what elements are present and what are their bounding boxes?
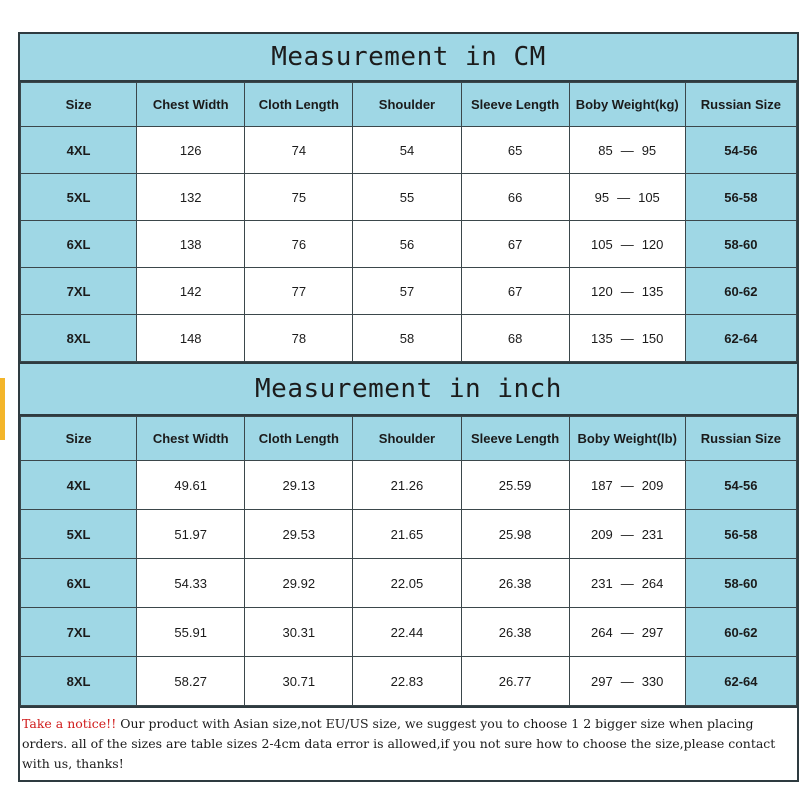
header-chest-width: Chest Width <box>137 417 245 461</box>
cloth-length-cell: 75 <box>245 174 353 221</box>
size-cell: 4XL <box>21 127 137 174</box>
notice-label: Take a notice!! <box>22 716 117 731</box>
weight-max: 150 <box>641 330 664 346</box>
weight-max: 264 <box>641 575 664 591</box>
size-cell: 6XL <box>21 221 137 268</box>
range-dash: — <box>620 330 634 346</box>
weight-min: 85 <box>598 142 613 158</box>
table-row <box>21 461 797 510</box>
inch-header-row <box>21 417 797 461</box>
cloth-length-cell: 77 <box>245 268 353 315</box>
size-notice <box>20 706 797 780</box>
shoulder-cell: 22.05 <box>353 559 461 608</box>
cm-size-table <box>20 82 797 362</box>
header-russian-size: Russian Size <box>685 417 796 461</box>
sleeve-length-cell: 67 <box>461 221 569 268</box>
range-dash: — <box>617 189 631 205</box>
cloth-length-cell: 29.13 <box>245 461 353 510</box>
chest-width-cell: 142 <box>137 268 245 315</box>
size-cell: 7XL <box>21 268 137 315</box>
sleeve-length-cell: 65 <box>461 127 569 174</box>
russian-size-cell: 58-60 <box>685 559 796 608</box>
russian-size-cell: 60-62 <box>685 608 796 657</box>
weight-min: 95 <box>594 189 610 205</box>
weight-min: 264 <box>591 624 613 640</box>
body-weight-cell <box>569 268 685 315</box>
body-weight-cell <box>569 510 685 559</box>
weight-max: 231 <box>641 526 664 542</box>
cm-title-text: Measurement in CM <box>271 42 546 72</box>
weight-min: 120 <box>591 283 613 299</box>
range-dash: — <box>620 624 634 640</box>
table-row <box>21 268 797 315</box>
russian-size-cell: 54-56 <box>685 127 796 174</box>
size-cell: 7XL <box>21 608 137 657</box>
russian-size-cell: 56-58 <box>685 174 796 221</box>
weight-min: 209 <box>591 526 613 542</box>
inch-size-table <box>20 416 797 706</box>
shoulder-cell: 57 <box>353 268 461 315</box>
size-cell: 8XL <box>21 657 137 706</box>
header-size: Size <box>21 83 137 127</box>
cloth-length-cell: 29.92 <box>245 559 353 608</box>
russian-size-cell: 62-64 <box>685 657 796 706</box>
shoulder-cell: 58 <box>353 315 461 362</box>
table-row <box>21 608 797 657</box>
table-row <box>21 174 797 221</box>
chest-width-cell: 148 <box>137 315 245 362</box>
side-marker <box>0 378 5 440</box>
range-dash: — <box>620 673 634 689</box>
weight-max: 120 <box>641 236 664 252</box>
sleeve-length-cell: 25.59 <box>461 461 569 510</box>
shoulder-cell: 22.83 <box>353 657 461 706</box>
table-row <box>21 221 797 268</box>
range-dash: — <box>620 236 634 252</box>
chest-width-cell: 126 <box>137 127 245 174</box>
weight-min: 135 <box>591 330 613 346</box>
inch-table-body <box>21 461 797 706</box>
chest-width-cell: 51.97 <box>137 510 245 559</box>
weight-min: 297 <box>591 673 613 689</box>
range-dash: — <box>620 526 634 542</box>
chest-width-cell: 138 <box>137 221 245 268</box>
cm-header-row <box>21 83 797 127</box>
chest-width-cell: 58.27 <box>137 657 245 706</box>
range-dash: — <box>620 283 634 299</box>
weight-max: 297 <box>641 624 664 640</box>
table-row <box>21 657 797 706</box>
body-weight-cell <box>569 608 685 657</box>
header-shoulder: Shoulder <box>353 83 461 127</box>
chest-width-cell: 132 <box>137 174 245 221</box>
header-size: Size <box>21 417 137 461</box>
shoulder-cell: 22.44 <box>353 608 461 657</box>
sleeve-length-cell: 66 <box>461 174 569 221</box>
range-dash: — <box>620 575 634 591</box>
header-cloth-length: Cloth Length <box>245 417 353 461</box>
russian-size-cell: 56-58 <box>685 510 796 559</box>
cloth-length-cell: 74 <box>245 127 353 174</box>
size-cell: 6XL <box>21 559 137 608</box>
header-shoulder: Shoulder <box>353 417 461 461</box>
body-weight-cell <box>569 127 685 174</box>
cloth-length-cell: 30.31 <box>245 608 353 657</box>
russian-size-cell: 58-60 <box>685 221 796 268</box>
sleeve-length-cell: 25.98 <box>461 510 569 559</box>
size-cell: 4XL <box>21 461 137 510</box>
size-chart <box>18 32 799 782</box>
cloth-length-cell: 78 <box>245 315 353 362</box>
russian-size-cell: 54-56 <box>685 461 796 510</box>
weight-min: 105 <box>591 236 613 252</box>
body-weight-cell <box>569 174 685 221</box>
weight-max: 95 <box>641 142 657 158</box>
range-dash: — <box>620 477 634 493</box>
notice-text: Our product with Asian size,not EU/US size, we suggest you to choose 1 2 bigger size when placing orders. all of the sizes are table sizes 2-4cm data error is allowed,if you not sure how to choose the size,please contact with us, thanks! <box>22 716 776 771</box>
cm-table-body <box>21 127 797 362</box>
size-cell: 5XL <box>21 510 137 559</box>
table-row <box>21 559 797 608</box>
chest-width-cell: 49.61 <box>137 461 245 510</box>
header-sleeve-length: Sleeve Length <box>461 83 569 127</box>
header-body-weight: Boby Weight(lb) <box>569 417 685 461</box>
chest-width-cell: 55.91 <box>137 608 245 657</box>
cloth-length-cell: 29.53 <box>245 510 353 559</box>
body-weight-cell <box>569 559 685 608</box>
shoulder-cell: 54 <box>353 127 461 174</box>
range-dash: — <box>620 142 634 158</box>
cloth-length-cell: 76 <box>245 221 353 268</box>
shoulder-cell: 21.26 <box>353 461 461 510</box>
body-weight-cell <box>569 221 685 268</box>
cloth-length-cell: 30.71 <box>245 657 353 706</box>
body-weight-cell <box>569 461 685 510</box>
chest-width-cell: 54.33 <box>137 559 245 608</box>
shoulder-cell: 21.65 <box>353 510 461 559</box>
russian-size-cell: 60-62 <box>685 268 796 315</box>
header-sleeve-length: Sleeve Length <box>461 417 569 461</box>
shoulder-cell: 55 <box>353 174 461 221</box>
weight-max: 209 <box>641 477 664 493</box>
weight-max: 330 <box>641 673 664 689</box>
sleeve-length-cell: 26.77 <box>461 657 569 706</box>
weight-max: 135 <box>641 283 664 299</box>
header-cloth-length: Cloth Length <box>245 83 353 127</box>
cm-section-title <box>20 34 797 82</box>
header-body-weight: Boby Weight(kg) <box>569 83 685 127</box>
header-chest-width: Chest Width <box>137 83 245 127</box>
header-russian-size: Russian Size <box>685 83 796 127</box>
table-row <box>21 510 797 559</box>
shoulder-cell: 56 <box>353 221 461 268</box>
body-weight-cell <box>569 657 685 706</box>
weight-min: 187 <box>591 477 613 493</box>
inch-title-text: Measurement in inch <box>255 374 562 404</box>
sleeve-length-cell: 26.38 <box>461 559 569 608</box>
size-cell: 8XL <box>21 315 137 362</box>
table-row <box>21 315 797 362</box>
body-weight-cell <box>569 315 685 362</box>
weight-min: 231 <box>591 575 613 591</box>
table-row <box>21 127 797 174</box>
sleeve-length-cell: 68 <box>461 315 569 362</box>
inch-section-title <box>20 362 797 416</box>
russian-size-cell: 62-64 <box>685 315 796 362</box>
weight-max: 105 <box>638 189 660 205</box>
sleeve-length-cell: 67 <box>461 268 569 315</box>
size-cell: 5XL <box>21 174 137 221</box>
sleeve-length-cell: 26.38 <box>461 608 569 657</box>
